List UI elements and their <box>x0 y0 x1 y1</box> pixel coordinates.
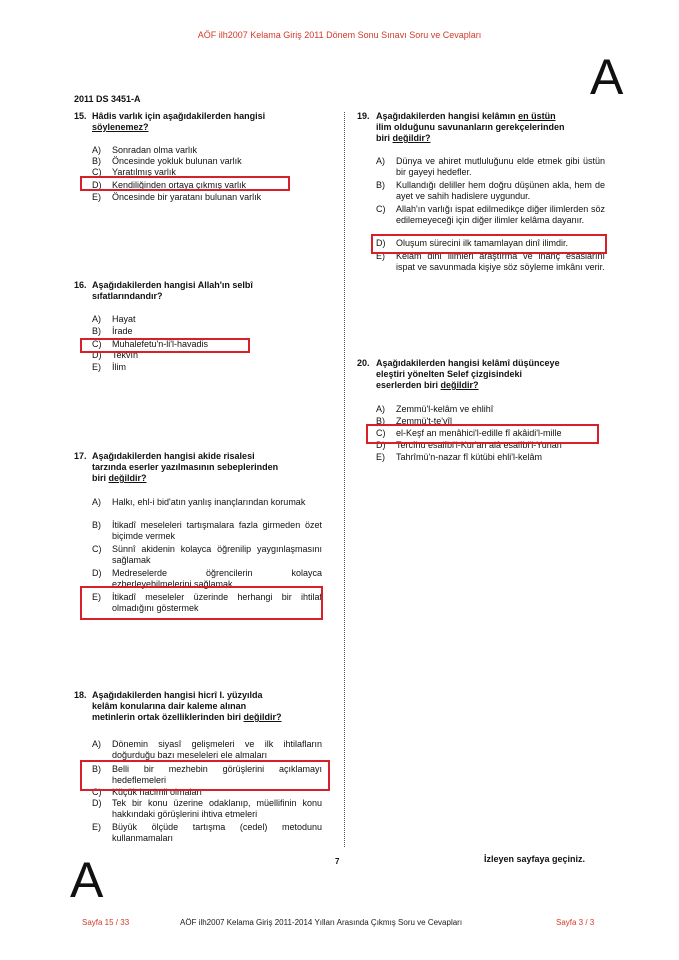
question-16 <box>74 280 322 380</box>
option-e[interactable] <box>92 822 322 844</box>
stem-line: Hâdis varlık için aşağıdakilerden hangisi <box>92 111 266 121</box>
answer-highlight-box <box>80 338 250 353</box>
option-letter: E) <box>92 192 101 202</box>
exam-code: 2011 DS 3451-A <box>74 94 141 104</box>
option-letter: D) <box>92 568 102 578</box>
option-text: Dönemin siyasî gelişmeleri ve ilk ihtilafların doğurduğu bazı meseleleri ele almaları <box>112 739 322 760</box>
question-number: 18. <box>74 690 87 700</box>
question-stem <box>376 111 605 144</box>
stem-underlined: değildir? <box>440 380 479 390</box>
option-text: Sünnî akidenin kolayca öğrenilip yaygınlaşmasını sağlamak <box>112 544 322 565</box>
option-letter: C) <box>376 204 386 214</box>
question-number: 15. <box>74 111 87 121</box>
option-letter: A) <box>92 497 101 507</box>
option-text: Zemmü'l-kelâm ve ehlihî <box>396 404 494 414</box>
option-text: Öncesinde bir yaratanı bulunan varlık <box>112 192 262 202</box>
stem-line: sıfatlarındandır? <box>92 291 163 301</box>
answer-highlight-box <box>371 234 607 254</box>
option-text: İtikadî meseleler üzerinde herhangi bir ihtilaf olmadığını göstermek <box>112 592 322 613</box>
footer-right-page-count: Sayfa 3 / 3 <box>556 918 595 927</box>
stem-line: eleştiri yönelten Selef çizgisindeki <box>376 369 523 379</box>
option-text: Kendiliğinden ortaya çıkmış varlık <box>112 180 247 190</box>
question-number: 17. <box>74 451 87 461</box>
answer-highlight-box <box>80 176 290 191</box>
option-letter: B) <box>376 416 385 426</box>
answer-highlight-box <box>366 424 599 444</box>
stem-line: biri <box>376 133 393 143</box>
booklet-type-letter-top: A <box>590 49 624 105</box>
option-letter: B) <box>376 180 385 190</box>
stem-line: ilim olduğunu savunanların gerekçelerinden <box>376 122 565 132</box>
question-15 <box>74 111 322 211</box>
option-letter: A) <box>376 404 385 414</box>
footer-left-page-count: Sayfa 15 / 33 <box>82 918 130 927</box>
continue-note: İzleyen sayfaya geçiniz. <box>484 854 586 864</box>
stem-underlined: en üstün <box>518 111 556 121</box>
option-text: Kullandığı deliller hem doğru düşünen akla, hem de ayet ve sahih hadislere uygundur. <box>396 180 605 201</box>
stem-underlined: değildir? <box>108 473 147 483</box>
question-number: 19. <box>357 111 370 121</box>
option-text: Oluşum sürecini ilk tamamlayan dinî ilimdir. <box>396 238 569 248</box>
option-text: Öncesinde yokluk bulunan varlık <box>112 156 242 166</box>
option-text: Hayat <box>112 314 136 324</box>
option-text: Tekvîn <box>112 350 139 360</box>
option-letter: E) <box>376 452 385 462</box>
option-text: Sonradan olma varlık <box>112 145 198 155</box>
option-c[interactable] <box>92 544 322 566</box>
option-a[interactable] <box>92 497 322 519</box>
page-number: 7 <box>335 857 340 866</box>
option-d[interactable] <box>92 798 322 820</box>
stem-line: kelâm konularına dair kaleme alınan <box>92 701 247 711</box>
stem-line: biri <box>92 473 109 483</box>
stem-line: metinlerin ortak özelliklerinden biri <box>92 712 244 722</box>
question-stem <box>92 451 322 484</box>
option-letter: E) <box>92 362 101 372</box>
option-letter: A) <box>376 156 385 166</box>
option-letter: C) <box>376 428 386 438</box>
option-letter: A) <box>92 314 101 324</box>
question-stem <box>376 358 605 391</box>
option-text: Tahrîmü'n-nazar fî kütübi ehli'l-kelâm <box>396 452 542 462</box>
stem-line: Aşağıdakilerden hangisi akide risalesi <box>92 451 255 461</box>
option-text: Yaratılmış varlık <box>112 167 176 177</box>
option-b[interactable] <box>376 180 605 202</box>
option-text: İrade <box>112 326 133 336</box>
option-letter: C) <box>92 787 102 797</box>
option-letter: C) <box>92 167 102 177</box>
booklet-type-letter-bottom: A <box>70 852 104 908</box>
option-text: Muhalefetu'n-li'l-havadis <box>112 339 208 349</box>
option-text: Allah'ın varlığı ispat edilmedikçe diğer ilimlerden söz edilemeyeceği için diğer ilimler kelâma dayanır. <box>396 204 605 225</box>
option-text: Zemmü't-te'vîl <box>396 416 452 426</box>
option-text: Tek bir konu üzerine odaklanıp, müellifinin konu hakkındaki görüşlerini ihtiva etmeleri <box>112 798 322 819</box>
footer-center-title: AÖF ilh2007 Kelama Giriş 2011-2014 Yılları Arasında Çıkmış Soru ve Cevapları <box>180 918 463 927</box>
option-letter: A) <box>92 739 101 749</box>
stem-underlined: değildir? <box>392 133 431 143</box>
option-b[interactable] <box>92 520 322 542</box>
option-text: Kelâm dinî ilimleri araştırma ve inanç esaslarını ispat ve savunmada kişiye söz söyleme imkânı verir. <box>396 251 605 272</box>
question-20 <box>357 358 605 468</box>
option-letter: B) <box>92 326 101 336</box>
question-stem <box>92 280 322 302</box>
question-stem <box>92 111 322 133</box>
option-letter: D) <box>92 180 102 190</box>
question-number: 20. <box>357 358 370 368</box>
stem-line: Aşağıdakilerden hangisi Allah'ın selbî <box>92 280 253 290</box>
option-letter: C) <box>92 339 102 349</box>
question-stem <box>92 690 322 723</box>
option-text: el-Keşf an menâhici'l-edille fî akâidi'l-mille <box>396 428 562 438</box>
option-text: Dünya ve ahiret mutluluğunu elde etmek gibi üstün bir gayeyi hedefler. <box>396 156 605 177</box>
column-divider <box>344 112 345 847</box>
option-c[interactable] <box>376 204 605 237</box>
option-letter: A) <box>92 145 101 155</box>
option-letter: B) <box>92 156 101 166</box>
option-text: Halkı, ehl-i bid'atın yanlış inançlarından korumak <box>112 497 306 507</box>
stem-line: Aşağıdakilerden hangisi kelâmın <box>376 111 519 121</box>
option-letter: C) <box>92 544 102 554</box>
stem-underlined: değildir? <box>243 712 282 722</box>
option-letter: D) <box>92 798 102 808</box>
stem-line: eserlerden biri <box>376 380 441 390</box>
option-letter: B) <box>92 520 101 530</box>
option-a[interactable] <box>92 739 322 761</box>
option-text: Büyük ölçüde tartışma (cedel) metodunu kullanmamaları <box>112 822 322 843</box>
option-letter: E) <box>92 592 101 602</box>
option-letter: E) <box>376 251 385 261</box>
document-header-title: AÖF ilh2007 Kelama Giriş 2011 Dönem Sonu Sınavı Soru ve Cevapları <box>197 30 482 40</box>
stem-line: tarzında eserler yazılmasının sebeplerinden <box>92 462 279 472</box>
answer-highlight-box <box>80 586 323 620</box>
option-text: Küçük hacimli olmaları <box>112 787 203 797</box>
option-a[interactable] <box>376 156 605 178</box>
option-text: İlim <box>112 362 126 372</box>
question-19 <box>357 111 605 291</box>
stem-line: Aşağıdakilerden hangisi kelâmî düşünceye <box>376 358 560 368</box>
option-letter: B) <box>92 764 101 774</box>
stem-line: Aşağıdakilerden hangisi hicrî I. yüzyılda <box>92 690 263 700</box>
option-text: Medreselerde öğrencilerin kolayca ezberleyebilmelerini sağlamak <box>112 568 322 589</box>
option-letter: D) <box>376 238 386 248</box>
option-letter: D) <box>376 440 386 450</box>
option-letter: E) <box>92 822 101 832</box>
option-text: Tercîhu esalîbi'l-Kur'an alâ esalîbi'l-Yunan <box>396 440 562 450</box>
option-text: İtikadî meseleleri tartışmalara fazla girmeden özet biçimde vermek <box>112 520 322 541</box>
question-number: 16. <box>74 280 87 290</box>
stem-underlined: söylenemez? <box>92 122 149 132</box>
option-e[interactable] <box>376 251 605 284</box>
option-text: Belli bir mezhebin görüşlerini açıklamayı hedeflemeleri <box>112 764 322 785</box>
answer-highlight-box <box>80 760 330 791</box>
option-letter: D) <box>92 350 102 360</box>
